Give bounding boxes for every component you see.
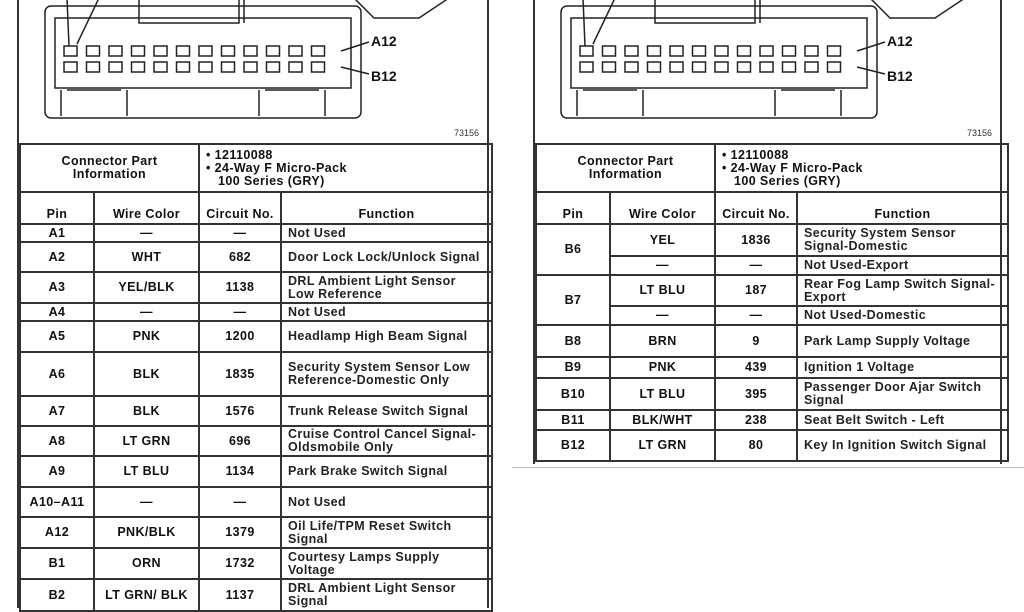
function-cell: Security System Sensor Low Reference-Domestic Only: [281, 352, 492, 396]
table-row: [536, 430, 1008, 461]
circuit-cell: 1200: [199, 321, 281, 352]
part-number: • 12110088: [722, 149, 1001, 162]
circuit-cell: —: [199, 303, 281, 321]
circuit-cell: 1576: [199, 396, 281, 426]
connector-type-line1: 24-Way F Micro-Pack: [730, 160, 863, 175]
pin-label-b12: B12: [371, 68, 397, 84]
header-row: [20, 192, 492, 224]
pin-cell: A1: [20, 224, 94, 242]
table-row: [20, 303, 492, 321]
wire-color-cell: —: [94, 487, 199, 517]
circuit-cell: —: [199, 224, 281, 242]
circuit-cell: 1732: [199, 548, 281, 579]
pin-cell: A7: [20, 396, 94, 426]
pin-cell: A12: [20, 517, 94, 548]
connector-info-values: [199, 144, 492, 192]
wire-color-cell: YEL: [610, 224, 715, 256]
circuit-cell: 439: [715, 357, 797, 378]
header-row: [536, 192, 1008, 224]
connector-face-drawing: [19, 0, 489, 143]
wire-color-cell: —: [94, 224, 199, 242]
table-row: [20, 272, 492, 303]
circuit-cell: 1134: [199, 456, 281, 487]
pin-cell: B1: [20, 548, 94, 579]
column-header: Wire Color: [94, 192, 199, 224]
function-cell: Not Used: [281, 303, 492, 321]
connector-type-line1: 24-Way F Micro-Pack: [214, 160, 347, 175]
pin-cell: A2: [20, 242, 94, 272]
circuit-cell: 682: [199, 242, 281, 272]
function-cell: DRL Ambient Light Sensor Signal: [281, 579, 492, 611]
wire-color-cell: YEL/BLK: [94, 272, 199, 303]
wire-color-cell: BLK: [94, 352, 199, 396]
pin-cell: B10: [536, 378, 610, 410]
connector-info-label: Connector Part Information: [20, 144, 199, 192]
pin-cell: B9: [536, 357, 610, 378]
column-header: Circuit No.: [715, 192, 797, 224]
table-row: [536, 275, 1008, 306]
table-row: [536, 325, 1008, 357]
pin-label-a12: A12: [371, 33, 397, 49]
part-reference: 73156: [966, 128, 992, 138]
pin-label-b12: B12: [887, 68, 913, 84]
function-cell: Courtesy Lamps Supply Voltage: [281, 548, 492, 579]
table-row: [20, 426, 492, 456]
part-number: • 12110088: [206, 149, 485, 162]
table-row: [20, 548, 492, 579]
circuit-cell: —: [199, 487, 281, 517]
circuit-cell: 9: [715, 325, 797, 357]
function-cell: Not Used-Export: [797, 256, 1008, 275]
wire-color-cell: —: [610, 256, 715, 275]
function-cell: Ignition 1 Voltage: [797, 357, 1008, 378]
connector-diagram: [19, 0, 487, 143]
wire-color-cell: —: [610, 306, 715, 325]
function-cell: Oil Life/TPM Reset Switch Signal: [281, 517, 492, 548]
circuit-cell: 1835: [199, 352, 281, 396]
function-cell: Headlamp High Beam Signal: [281, 321, 492, 352]
circuit-cell: 80: [715, 430, 797, 461]
pin-cell: A8: [20, 426, 94, 456]
column-header: Function: [281, 192, 492, 224]
connector-info-values: [715, 144, 1008, 192]
function-cell: Not Used-Domestic: [797, 306, 1008, 325]
pin-cell: B6: [536, 224, 610, 275]
table-row: [20, 456, 492, 487]
wire-color-cell: LT GRN: [610, 430, 715, 461]
function-cell: Trunk Release Switch Signal: [281, 396, 492, 426]
table-row: [536, 378, 1008, 410]
circuit-cell: 1379: [199, 517, 281, 548]
pin-cell: B2: [20, 579, 94, 611]
column-header: Pin: [536, 192, 610, 224]
circuit-cell: 1138: [199, 272, 281, 303]
function-cell: Seat Belt Switch - Left: [797, 410, 1008, 430]
function-cell: Door Lock Lock/Unlock Signal: [281, 242, 492, 272]
circuit-cell: —: [715, 306, 797, 325]
circuit-cell: —: [715, 256, 797, 275]
connector-info-row: [20, 144, 492, 192]
wire-color-cell: —: [94, 303, 199, 321]
pin-cell: A6: [20, 352, 94, 396]
function-cell: Security System Sensor Signal-Domestic: [797, 224, 1008, 256]
wire-color-cell: PNK: [94, 321, 199, 352]
circuit-cell: 395: [715, 378, 797, 410]
pinout-table: [19, 143, 493, 612]
connector-panel-right: [533, 0, 1002, 464]
divider: [512, 467, 1024, 468]
table-row: [20, 224, 492, 242]
wire-color-cell: BLK/WHT: [610, 410, 715, 430]
connector-type: [722, 162, 1001, 188]
circuit-cell: 1137: [199, 579, 281, 611]
connector-panel-left: [17, 0, 489, 608]
wire-color-cell: BRN: [610, 325, 715, 357]
table-row: [536, 224, 1008, 256]
connector-type-line2: 100 Series (GRY): [734, 173, 841, 188]
function-cell: Not Used: [281, 487, 492, 517]
part-reference: 73156: [453, 128, 479, 138]
wire-color-cell: BLK: [94, 396, 199, 426]
circuit-cell: 696: [199, 426, 281, 456]
pin-cell: A10–A11: [20, 487, 94, 517]
table-row: [536, 410, 1008, 430]
column-header: Circuit No.: [199, 192, 281, 224]
function-cell: DRL Ambient Light Sensor Low Reference: [281, 272, 492, 303]
circuit-cell: 1836: [715, 224, 797, 256]
function-cell: Cruise Control Cancel Signal-Oldsmobile Only: [281, 426, 492, 456]
wire-color-cell: LT GRN: [94, 426, 199, 456]
table-row: [20, 321, 492, 352]
pin-cell: B11: [536, 410, 610, 430]
circuit-cell: 238: [715, 410, 797, 430]
pin-cell: A4: [20, 303, 94, 321]
table-row: [20, 487, 492, 517]
connector-type: [206, 162, 485, 188]
pin-cell: A9: [20, 456, 94, 487]
table-row: [20, 352, 492, 396]
pin-cell: A5: [20, 321, 94, 352]
connector-face-drawing: [535, 0, 1005, 143]
function-cell: Not Used: [281, 224, 492, 242]
table-row: [20, 242, 492, 272]
pin-cell: B7: [536, 275, 610, 325]
table-row: [20, 517, 492, 548]
wire-color-cell: PNK/BLK: [94, 517, 199, 548]
pin-cell: A3: [20, 272, 94, 303]
wire-color-cell: LT GRN/ BLK: [94, 579, 199, 611]
function-cell: Passenger Door Ajar Switch Signal: [797, 378, 1008, 410]
connector-type-line2: 100 Series (GRY): [218, 173, 325, 188]
table-row: [536, 357, 1008, 378]
connector-info-label: Connector Part Information: [536, 144, 715, 192]
connector-info-row: [536, 144, 1008, 192]
column-header: Function: [797, 192, 1008, 224]
wire-color-cell: ORN: [94, 548, 199, 579]
pin-cell: B12: [536, 430, 610, 461]
function-cell: Park Lamp Supply Voltage: [797, 325, 1008, 357]
table-row: [20, 579, 492, 611]
column-header: Pin: [20, 192, 94, 224]
wire-color-cell: WHT: [94, 242, 199, 272]
circuit-cell: 187: [715, 275, 797, 306]
wire-color-cell: LT BLU: [94, 456, 199, 487]
wire-color-cell: PNK: [610, 357, 715, 378]
wire-color-cell: LT BLU: [610, 275, 715, 306]
column-header: Wire Color: [610, 192, 715, 224]
pin-cell: B8: [536, 325, 610, 357]
wire-color-cell: LT BLU: [610, 378, 715, 410]
function-cell: Park Brake Switch Signal: [281, 456, 492, 487]
pin-label-a12: A12: [887, 33, 913, 49]
pinout-table: [535, 143, 1009, 462]
function-cell: Key In Ignition Switch Signal: [797, 430, 1008, 461]
function-cell: Rear Fog Lamp Switch Signal-Export: [797, 275, 1008, 306]
connector-diagram: [535, 0, 1000, 143]
table-row: [20, 396, 492, 426]
